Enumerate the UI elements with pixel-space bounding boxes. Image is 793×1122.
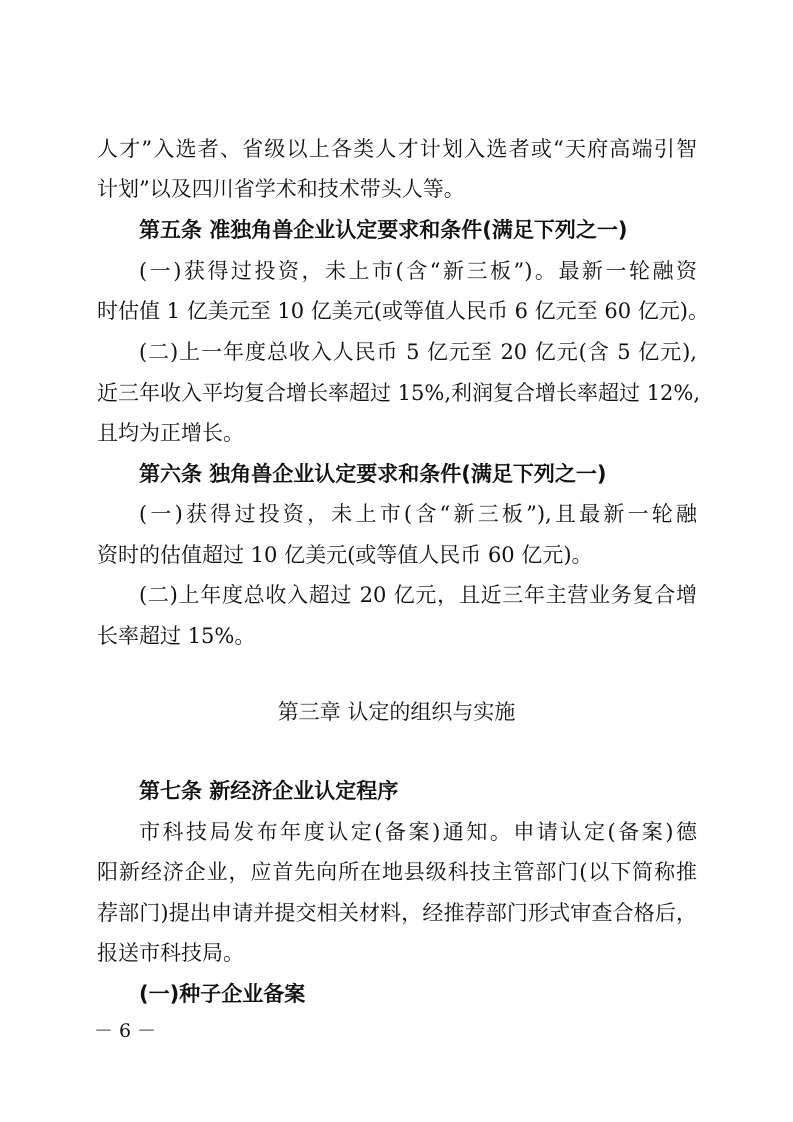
text-line: 市科技局发布年度认定(备案)通知。申请认定(备案)德 [139, 820, 697, 844]
page-number: － 6 － [94, 1020, 157, 1042]
text-line: 计划”以及四川省学术和技术带头人等。 [97, 177, 465, 201]
text-line: 资时的估值超过 10 亿美元(或等值人民币 60 亿元)。 [97, 543, 593, 567]
text-line: 人才”入选者、省级以上各类人才计划入选者或“天府高端引智 [97, 137, 697, 161]
text-line: (二)上年度总收入超过 20 亿元，且近三年主营业务复合增 [139, 583, 697, 607]
article-6-heading: 第六条 独角兽企业认定要求和条件(满足下列之一) [139, 462, 607, 486]
sub-heading-seed-enterprise: (一)种子企业备案 [139, 982, 306, 1006]
article-5-heading: 第五条 准独角兽企业认定要求和条件(满足下列之一) [139, 218, 628, 242]
text-line: 荐部门)提出申请并提交相关材料，经推荐部门形式审查合格后， [97, 901, 697, 925]
text-line: 时估值 1 亿美元至 10 亿美元(或等值人民币 6 亿元至 60 亿元)。 [97, 299, 709, 323]
text-line: (一)获得过投资，未上市(含“新三板”),且最新一轮融 [139, 502, 697, 526]
text-line: 近三年收入平均复合增长率超过 15%,利润复合增长率超过 12%, [97, 381, 701, 405]
article-7-heading: 第七条 新经济企业认定程序 [139, 779, 399, 803]
text-line: (一)获得过投资，未上市(含“新三板”)。最新一轮融资 [139, 259, 697, 283]
chapter-title: 第三章 认定的组织与实施 [277, 700, 516, 724]
text-line: 报送市科技局。 [97, 941, 244, 965]
text-line: (二)上一年度总收入人民币 5 亿元至 20 亿元(含 5 亿元), [139, 340, 697, 364]
text-line: 阳新经济企业，应首先向所在地县级科技主管部门(以下简称推 [97, 860, 697, 884]
text-line: 长率超过 15%。 [97, 624, 256, 648]
text-line: 且均为正增长。 [97, 421, 244, 445]
